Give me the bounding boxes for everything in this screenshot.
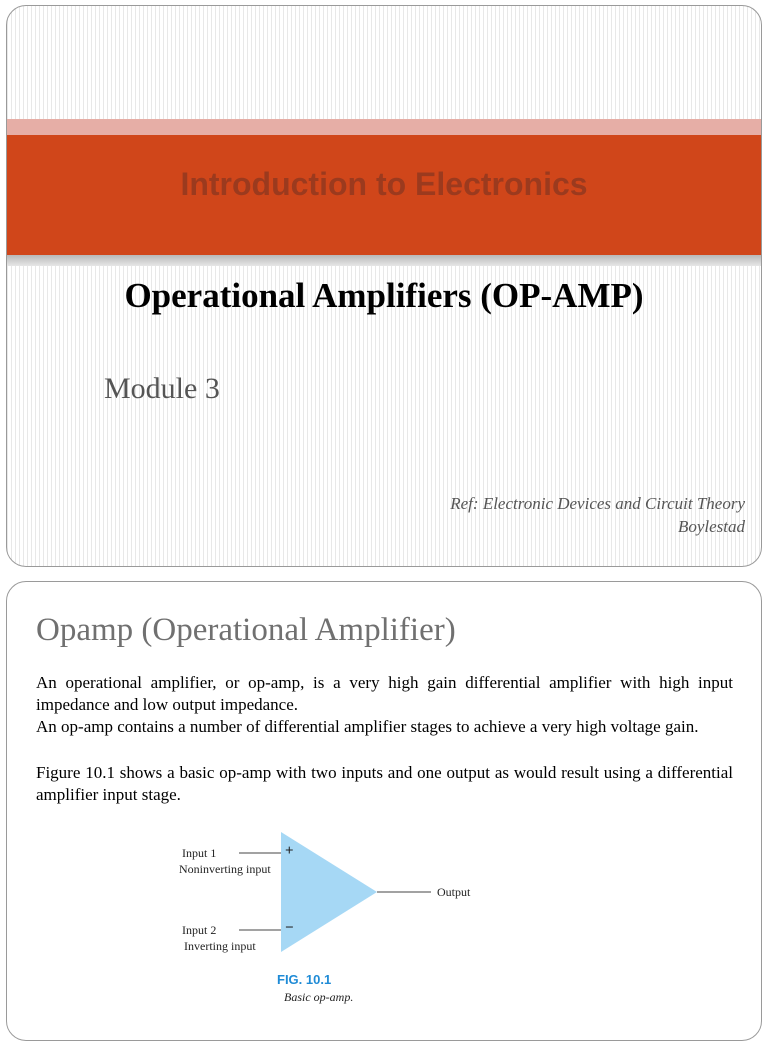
content-slide xyxy=(6,581,762,1041)
paragraph-3: Figure 10.1 shows a basic op-amp with two inputs and one output as would result using a differential amplifier input stage. xyxy=(36,763,733,804)
input-1-desc: Noninverting input xyxy=(179,862,271,876)
reference-line-1: Ref: Electronic Devices and Circuit Theory xyxy=(450,494,745,513)
opamp-figure xyxy=(167,828,487,1008)
figure-number: FIG. 10.1 xyxy=(277,972,332,987)
input-2-label: Input 2 xyxy=(182,923,217,937)
paragraph-2: An op-amp contains a number of differential amplifier stages to achieve a very high voltage gain. xyxy=(36,717,699,736)
paragraph-1: An operational amplifier, or op-amp, is a very high gain differential amplifier with high input impedance and low output impedance. xyxy=(36,673,733,714)
plus-sign: + xyxy=(285,843,294,859)
reference xyxy=(450,492,745,538)
input-1-label: Input 1 xyxy=(182,846,217,860)
module-label: Module 3 xyxy=(104,372,220,405)
title-slide xyxy=(6,5,762,567)
input-2-desc: Inverting input xyxy=(184,939,256,953)
minus-sign: − xyxy=(285,920,294,936)
opamp-triangle xyxy=(281,832,377,952)
slide-heading: Opamp (Operational Amplifier) xyxy=(36,612,456,648)
course-title: Introduction to Electronics xyxy=(180,166,588,202)
accent-band-top xyxy=(7,119,761,135)
band-shadow xyxy=(7,255,761,266)
figure-caption: Basic op-amp. xyxy=(284,990,354,1004)
output-label: Output xyxy=(437,885,471,899)
slide-title: Operational Amplifiers (OP-AMP) xyxy=(124,276,644,315)
reference-line-2: Boylestad xyxy=(677,517,745,536)
